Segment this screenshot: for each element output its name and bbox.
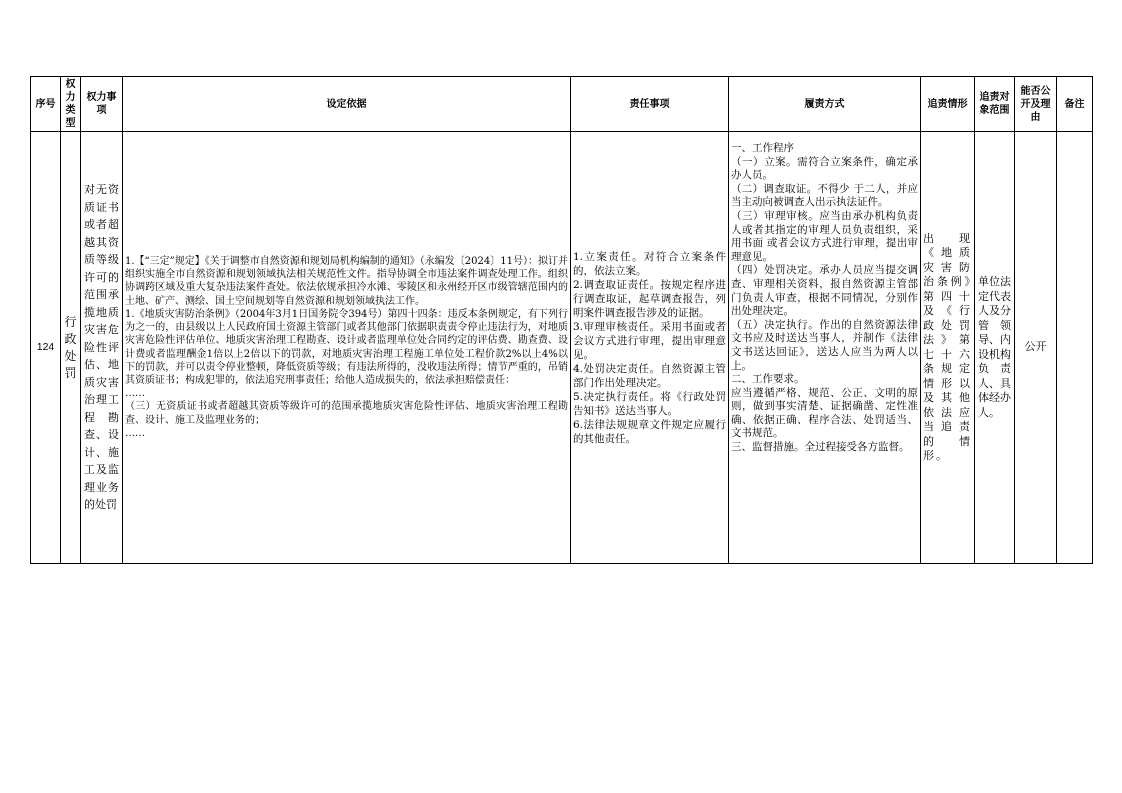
header-basis: 设定依据 [123,77,571,132]
basis-paragraph: …… [125,427,145,439]
method-line: （四）处罚决定。承办人员应当提交调查、审理相关资料，报自然资源主管部门负责人审查，根据不同情况，分别作出处理决定。 [731,264,918,318]
header-trace: 追责情形 [921,77,975,132]
table-row [31,132,1093,564]
responsibility-item: 1.立案责任。对符合立案条件的，依法立案。 [573,250,726,277]
responsibility-item: 4.处罚决定责任。自然资源主管部门作出处理决定。 [573,362,726,389]
basis-paragraph: …… [125,388,145,400]
responsibility-item: 3.审理审核责任。采用书面或者会议方式进行审理，提出审理意见。 [573,320,726,361]
cell-basis [123,132,571,564]
cell-method [729,132,921,564]
method-line: （三）审理审核。应当由承办机构负责人或者其指定的审理人员负责组织，采用书面 或者会议方式进行审理，提出审理意见。 [731,209,918,263]
header-note: 备注 [1057,77,1093,132]
header-seq: 序号 [31,77,61,132]
method-line: 三、监督措施。全过程接受各方监督。 [731,441,910,454]
method-line: （一）立案。需符合立案条件，确定承办人员。 [731,155,918,182]
power-list-sheet [30,76,1092,564]
header-type: 权力类型 [61,77,81,132]
method-line: 应当遵循严格、规范、公正、文明的原则，做到事实清楚、证据确凿、定性准确、依据正确、程序合法、处罚适当、文书规范。 [731,386,918,440]
cell-note [1057,132,1093,564]
cell-open: 公开 [1015,132,1057,564]
basis-paragraph: 1.【“三定”规定】《关于调整市自然资源和规划局机构编制的通知》（永编发〔2024〕11号）：拟订并组织实施全市自然资源和规划领域执法相关规范性文件。指导协调全市违法案件调查处理工作。组织协调跨区域及重大复杂违法案件查处。依法依规承担冷水滩、零陵区和永州经开区市级管辖范围内的土地、矿产、测绘、国土空间规划等自然资源和规划领域执法工作。 [125,256,568,307]
cell-seq: 124 [31,132,61,564]
responsibility-item: 5.决定执行责任。将《行政处罚告知书》送达当事人。 [573,390,726,417]
basis-paragraph: （三）无资质证书或者超越其资质等级许可的范围承揽地质灾害危险性评估、地质灾害治理工程勘查、设计、施工及监理业务的； [125,401,568,426]
header-method: 履责方式 [729,77,921,132]
cell-item: 对无资质证书或者超越其资质等级许可的范围承揽地质灾害危险性评估、地质灾害治理工程勘查、设计、施工及监理业务的处罚 [81,132,123,564]
cell-scope: 单位法定代表人及分管领导、内设机构负责人、具体经办人。 [975,132,1015,564]
header-scope: 追责对象范围 [975,77,1015,132]
basis-paragraph: 1.《地质灾害防治条例》（2004年3月1日国务院令394号）第四十四条：违反本条例规定，有下列行为之一的，由县级以上人民政府国土资源主管部门或者其他部门依据职责责令停止违法行为，对地质灾害危险性评估单位、地质灾害治理工程勘查、设计或者监理单位处合同约定的评估费、勘查费、设计费或者监理酬金1倍以上2倍以下的罚款，对地质灾害治理工程施工单位处工程价款2%以上4%以下的罚款，并可以责令停业整顿，降低资质等级；有违法所得的，没收违法所得；情节严重的，吊销其资质证书；构成犯罪的，依法追究刑事责任；给他人造成损失的，依法承担赔偿责任： [125,308,568,386]
method-line: 二、工作要求。 [731,373,805,386]
method-line: 一、工作程序 [731,142,794,154]
cell-trace: 出现《地质灾害防治条例》第四十及《行政处罚法》第七十六条规定情形以及其他依法应当追责的情形。 [921,132,975,564]
method-line: （二）调查取证。不得少 于二人，并应当主动向被调查人出示执法证件。 [731,182,918,209]
power-list-table [30,76,1093,564]
header-row [31,77,1093,132]
responsibility-item: 6.法律法规规章文件规定应履行的其他责任。 [573,418,726,445]
cell-responsibility [571,132,729,564]
header-responsibility: 责任事项 [571,77,729,132]
header-open: 能否公开及理由 [1015,77,1057,132]
header-item: 权力事项 [81,77,123,132]
responsibility-item: 2.调查取证责任。按规定程序进行调查取证，起草调查报告，列明案件调查报告涉及的证据。 [573,278,726,319]
method-line: （五）决定执行。作出的自然资源法律文书应及时送达当事人，并制作《法律文书送达回证》，送达人应当为两人以上。 [731,318,918,372]
cell-type: 行政处罚 [61,132,81,564]
